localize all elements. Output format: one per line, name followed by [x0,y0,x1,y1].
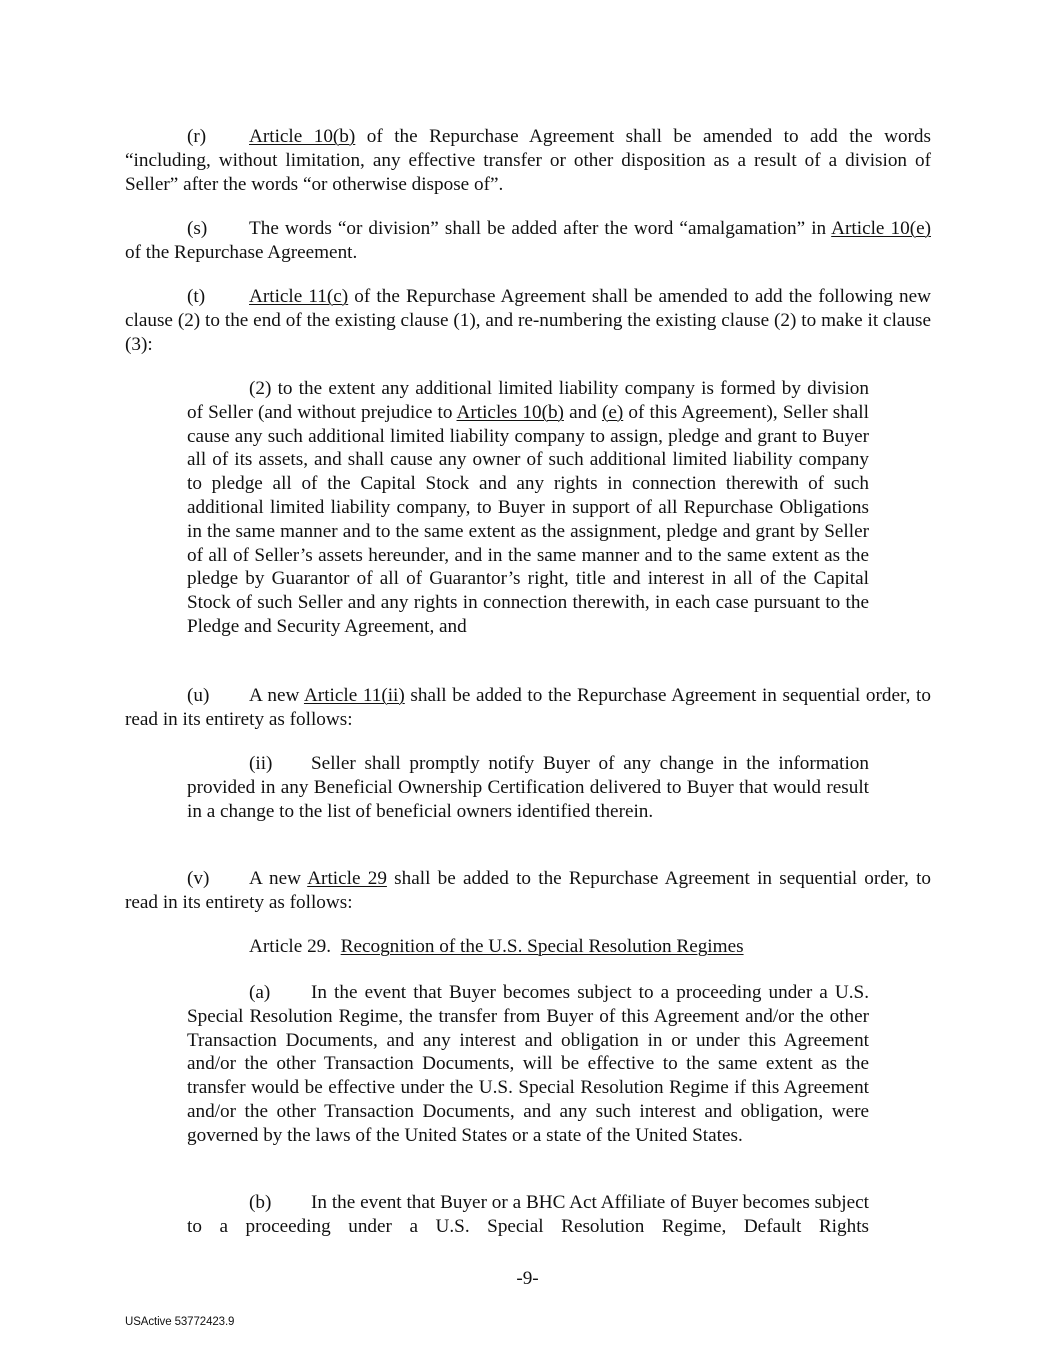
paragraph-v [125,867,931,915]
paragraph-text: A new [249,685,304,706]
paragraph-u [125,684,931,732]
paragraph-t [125,285,931,356]
article-11c-reference: Article 11(c) [249,286,349,307]
paragraph-s [125,217,931,265]
heading-prefix: Article 29. [249,936,341,957]
article-11ii-reference: Article 11(ii) [303,685,405,706]
document-id: USActive 53772423.9 [125,1316,235,1328]
paragraph-label: (s) [187,218,208,239]
article-29-reference: Article 29 [307,868,387,889]
heading-title: Recognition of the U.S. Special Resolution Regimes [340,936,744,957]
clause-label: (b) [249,1192,272,1213]
clause-label: (a) [249,982,271,1003]
paragraph-text: of the Repurchase Agreement shall be amended to add the following new clause (2) to the end of the existing clause (1), and re-numbering the existing clause (2) to make it clause (3): [125,286,932,355]
clause-ii-block [187,752,869,823]
paragraph-text: of the Repurchase Agreement shall be amended to add the words “including, without limitation, any effective transfer or other disposition as a result of a division of Seller” after the words “or otherwise dispose of”. [125,126,931,195]
clause-text: of this Agreement), Seller shall cause any such additional limited liability company to assign, pledge and grant to Buyer all of its assets, and shall cause any owner of such additional limited liability company to pledge all of the Capital Stock and any rights in connection therewith of such additional limited liability company, to Buyer in support of all Repurchase Obligations in the same manner and to the same extent as the assignment, pledge and grant by Seller of all of Seller’s assets hereunder, and in the same manner and to the same extent as the pledge by Guarantor of all of Guarantor’s right, title and interest in all of the Capital Stock of such Seller and any rights in connection therewith, in each case pursuant to the Pledge and Security Agreement, and [187,401,869,637]
paragraph-text: of the Repurchase Agreement. [125,241,358,263]
paragraph-label: (u) [187,685,210,706]
clause-text: (2) to the extent any additional limited liability company is formed by division of Seller (and without prejudice to [187,378,869,423]
clause-text: In the event that Buyer becomes subject to a proceeding under a U.S. Special Resolution Regime, the transfer from Buyer of this Agreement and/or the other Transaction Documents, and any interest and obligation in or under this Agreement and/or the other Transaction Documents, will be effective to the same extent as the transfer would be effective under the U.S. Special Resolution Regime if this Agreement and/or the other Transaction Documents, and any such interest and obligation, were governed by the laws of the United States or a state of the United States. [187,982,869,1146]
clause-text: Seller shall promptly notify Buyer of any change in the information provided in any Beneficial Ownership Certification delivered to Buyer that would result in a change to the list of beneficial owners identified therein. [187,753,869,822]
page-number: -9- [516,1268,539,1289]
paragraph-r [125,125,931,196]
paragraph-text: A new [249,868,308,889]
paragraph-label: (r) [187,126,207,147]
clause-2-block [187,377,869,639]
paragraph-text: shall be added to the Repurchase Agreement in sequential order, to read in its entirety as follows: [125,685,931,730]
article-e-reference: (e) [601,401,624,423]
articles-10b-reference: Articles 10(b) [456,401,564,423]
paragraph-label: (v) [187,868,210,889]
article-29-clause-a [187,981,869,1148]
paragraph-text: The words “or division” shall be added after the word “amalgamation” in [249,218,832,239]
clause-label: (ii) [249,753,273,774]
article-10e-reference: Article 10(e) [831,218,931,239]
paragraph-text: shall be added to the Repurchase Agreement in sequential order, to read in its entirety as follows: [125,868,931,913]
paragraph-label: (t) [187,286,206,307]
article-10b-reference: Article 10(b) [249,126,356,147]
article-29-heading [249,935,744,959]
clause-text: In the event that Buyer or a BHC Act Affiliate of Buyer becomes subject to a proceeding under a U.S. Special Resolution Regime, Default Rights [187,1192,869,1237]
article-29-clause-b [187,1191,869,1239]
clause-text: and [563,401,602,423]
